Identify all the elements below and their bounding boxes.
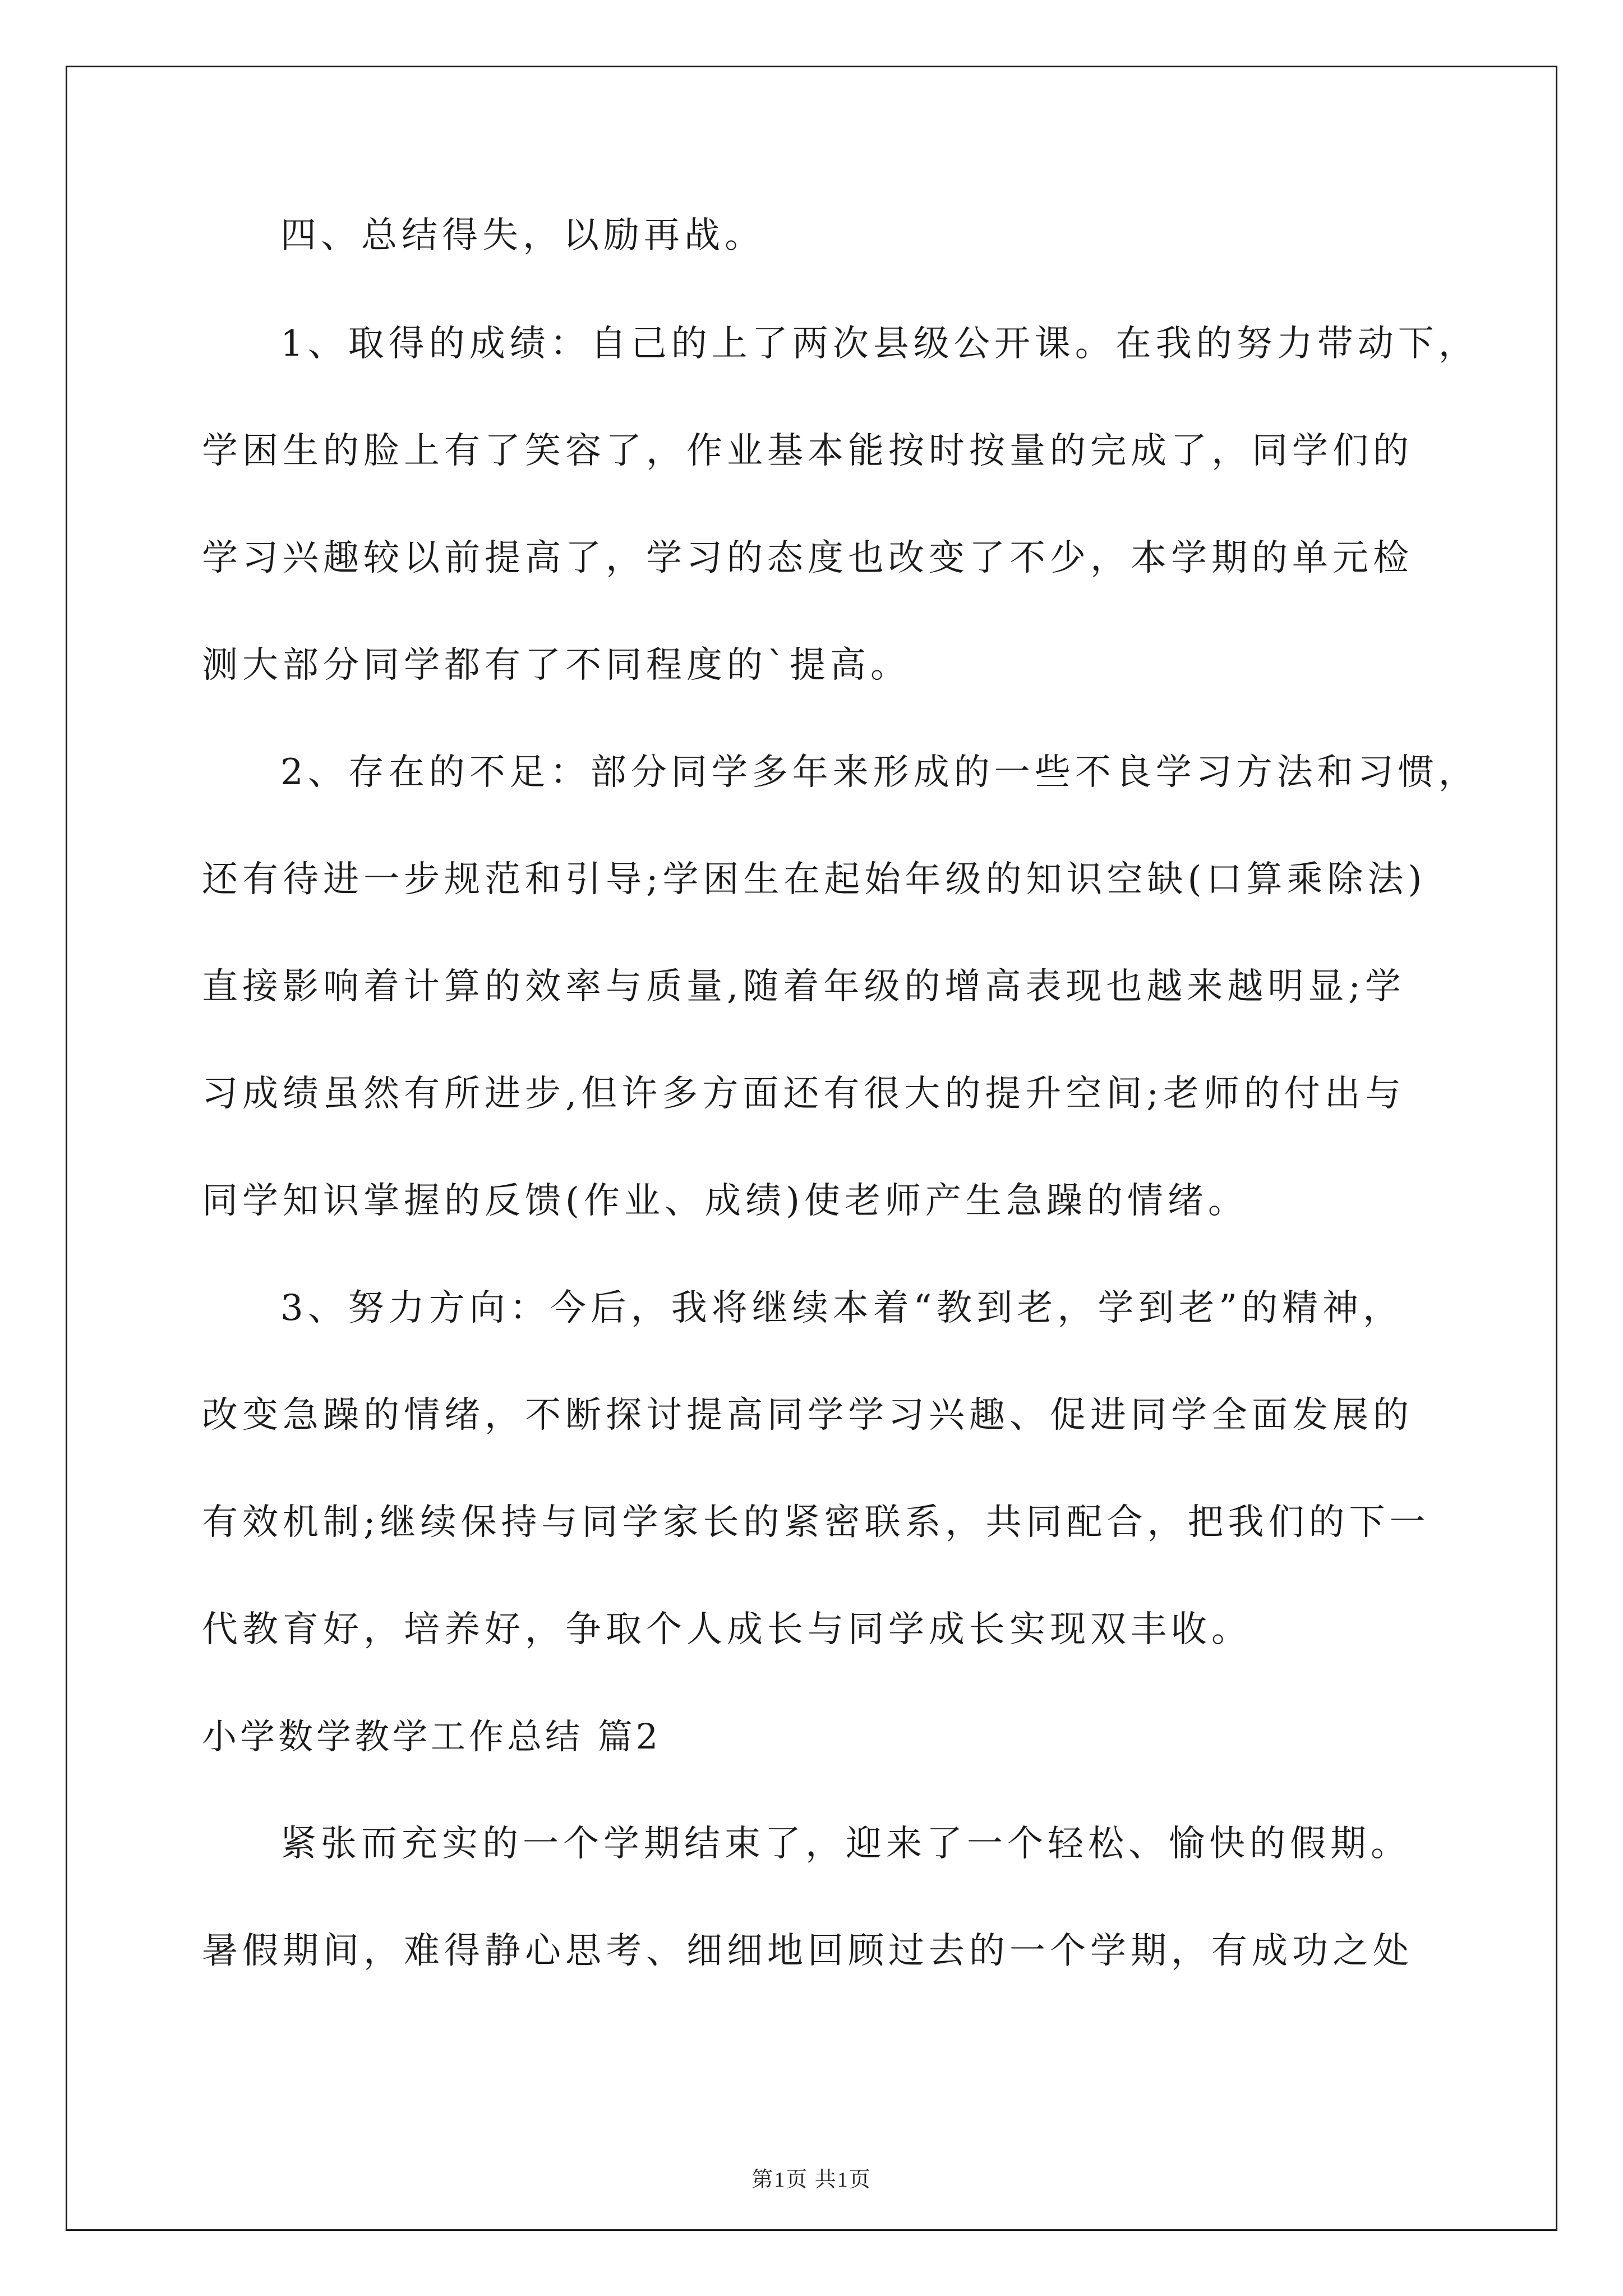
paragraph-line: 3、努力方向：今后，我将继续本着“教到老，学到老”的精神， <box>280 1287 1404 1329</box>
section-heading: 四、总结得失，以励再战。 <box>280 215 765 256</box>
paragraph-line: 还有待进一步规范和引导;学困生在起始年级的知识空缺(口算乘除法) <box>202 859 1427 900</box>
paragraph-line: 1、取得的成绩：自己的上了两次县级公开课。在我的努力带动下， <box>280 323 1479 365</box>
paragraph-line: 2、存在的不足：部分同学多年来形成的一些不良学习方法和习惯， <box>280 752 1479 793</box>
paragraph-line: 测大部分同学都有了不同程度的`提高。 <box>202 645 911 686</box>
paragraph-line: 同学知识掌握的反馈(作业、成绩)使老师产生急躁的情绪。 <box>202 1180 1248 1222</box>
paragraph-line: 有效机制;继续保持与同学家长的紧密联系，共同配合，把我们的下一 <box>202 1502 1430 1543</box>
paragraph-line: 紧张而充实的一个学期结束了，迎来了一个轻松、愉快的假期。 <box>280 1823 1411 1865</box>
paragraph-line: 习成绩虽然有所进步,但许多方面还有很大的提升空间;老师的付出与 <box>202 1073 1405 1115</box>
paragraph-line: 直接影响着计算的效率与质量,随着年级的增高表现也越来越明显;学 <box>202 966 1405 1007</box>
page-footer: 第1页 共1页 <box>751 2168 872 2192</box>
paragraph-line: 代教育好，培养好，争取个人成长与同学成长实现双丰收。 <box>202 1609 1252 1650</box>
paragraph-line: 暑假期间，难得静心思考、细细地回顾过去的一个学期，有成功之处 <box>202 1930 1413 1972</box>
article-subtitle: 小学数学教学工作总结 篇2 <box>202 1716 662 1757</box>
paragraph-line: 学困生的脸上有了笑容了，作业基本能按时按量的完成了，同学们的 <box>202 430 1413 472</box>
page-border <box>66 66 1557 2231</box>
paragraph-line: 学习兴趣较以前提高了，学习的态度也改变了不少，本学期的单元检 <box>202 537 1413 579</box>
paragraph-line: 改变急躁的情绪，不断探讨提高同学学习兴趣、促进同学全面发展的 <box>202 1395 1413 1436</box>
